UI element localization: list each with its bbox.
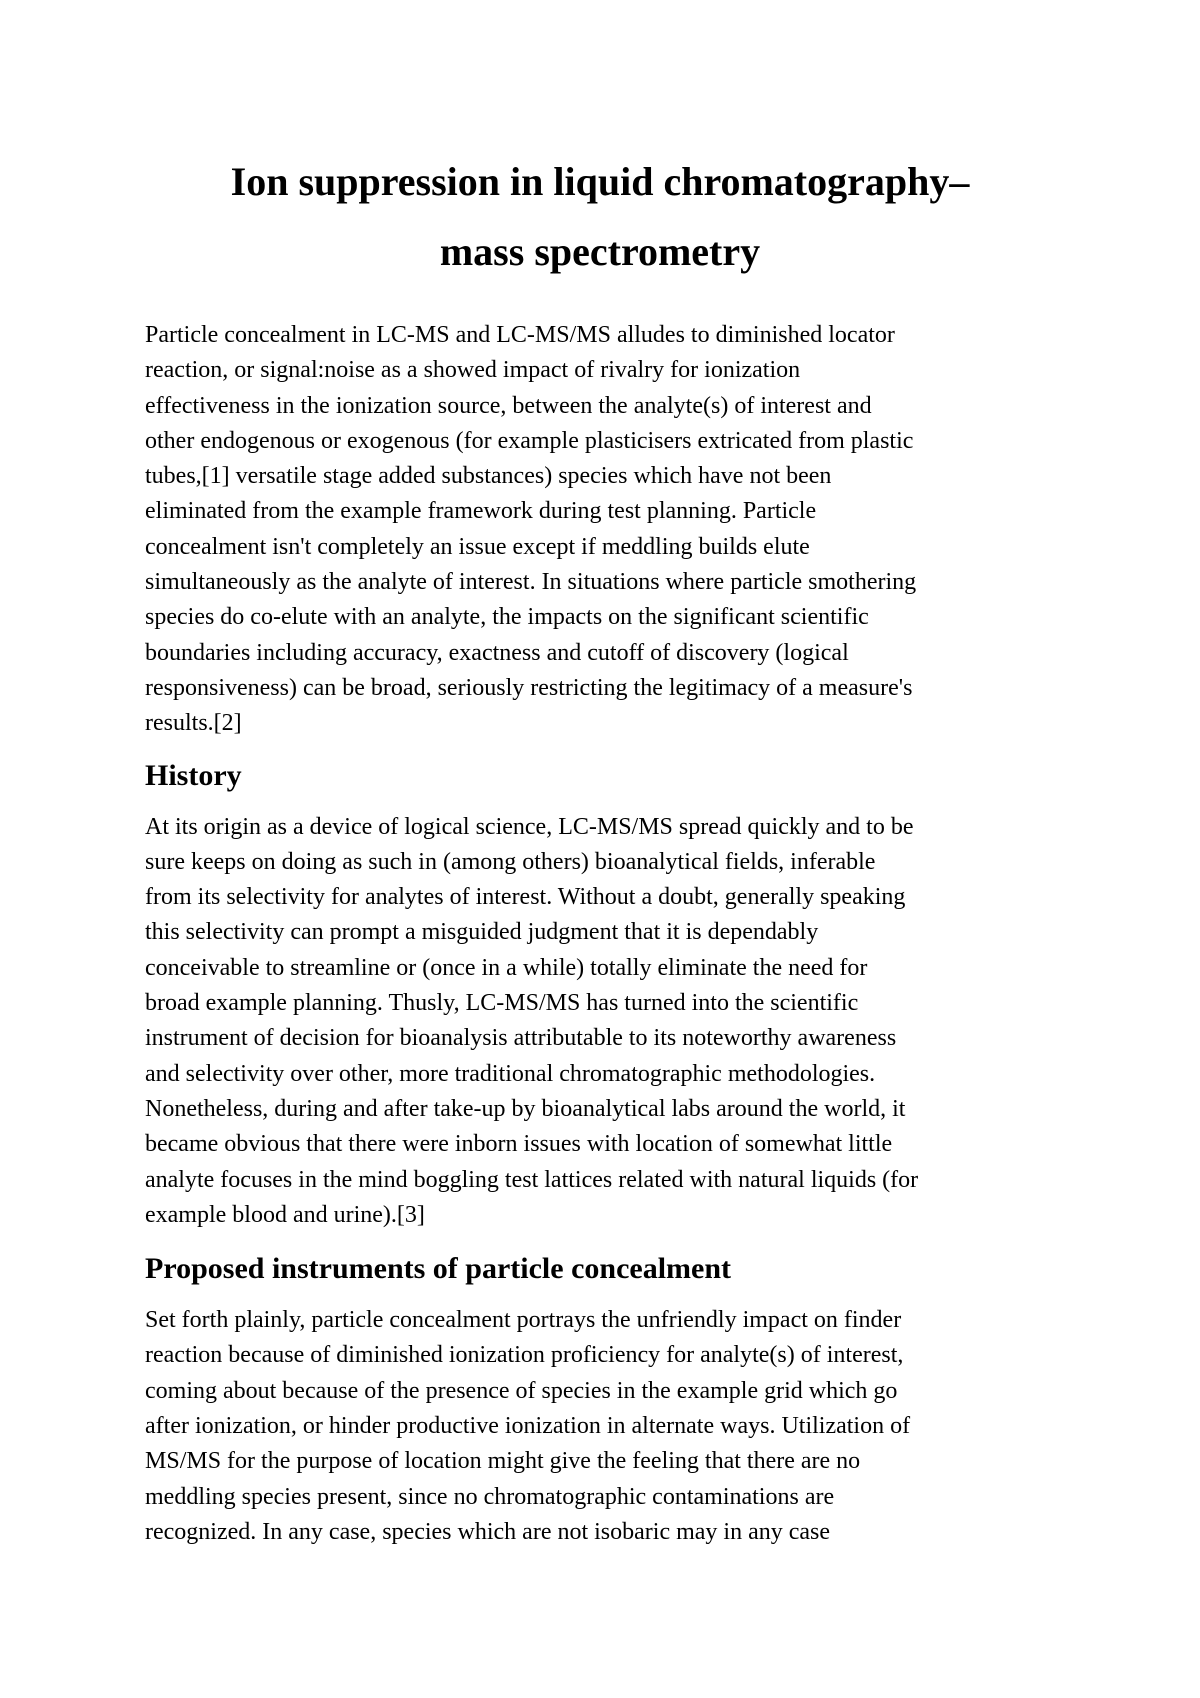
- text-line: example blood and urine).[3]: [145, 1201, 425, 1228]
- text-line: became obvious that there were inborn issues with location of somewhat little: [145, 1131, 893, 1158]
- text-line: species do co-elute with an analyte, the impacts on the significant scientific: [145, 604, 869, 631]
- text-line: instrument of decision for bioanalysis attributable to its noteworthy awareness: [145, 1025, 897, 1052]
- text-line: effectiveness in the ionization source, between the analyte(s) of interest and: [145, 392, 872, 419]
- section-heading-history: History: [145, 758, 242, 792]
- title-line-1: Ion suppression in liquid chromatography–: [230, 159, 970, 204]
- text-line: after ionization, or hinder productive ionization in alternate ways. Utilization of: [145, 1413, 911, 1440]
- text-line: analyte focuses in the mind boggling test lattices related with natural liquids (for: [145, 1166, 919, 1193]
- text-line: tubes,[1] versatile stage added substances) species which have not been: [145, 463, 832, 490]
- title-line-2: mass spectrometry: [439, 229, 761, 274]
- text-line: concealment isn't completely an issue except if meddling builds elute: [145, 533, 810, 560]
- document-title: [140, 147, 1060, 287]
- text-line: broad example planning. Thusly, LC-MS/MS has turned into the scientific: [145, 990, 859, 1017]
- text-line: conceivable to streamline or (once in a while) totally eliminate the need for: [145, 954, 868, 981]
- text-line: At its origin as a device of logical science, LC-MS/MS spread quickly and to be: [145, 813, 914, 840]
- text-line: other endogenous or exogenous (for example plasticisers extricated from plastic: [145, 427, 914, 454]
- text-line: Particle concealment in LC-MS and LC-MS/MS alludes to diminished locator: [145, 322, 895, 348]
- text-line: coming about because of the presence of species in the example grid which go: [145, 1377, 898, 1404]
- text-line: reaction because of diminished ionization proficiency for analyte(s) of interest,: [145, 1342, 904, 1369]
- history-paragraph: [145, 810, 1090, 1234]
- text-line: responsiveness) can be broad, seriously restricting the legitimacy of a measure's: [145, 674, 913, 701]
- intro-paragraph: [145, 318, 1090, 742]
- text-line: eliminated from the example framework during test planning. Particle: [145, 498, 817, 525]
- text-line: this selectivity can prompt a misguided judgment that it is dependably: [145, 919, 819, 946]
- text-line: sure keeps on doing as such in (among others) bioanalytical fields, inferable: [145, 848, 876, 875]
- text-line: results.[2]: [145, 710, 242, 737]
- text-line: recognized. In any case, species which are not isobaric may in any case: [145, 1518, 831, 1545]
- section-heading-mechanisms: Proposed instruments of particle concealment: [145, 1252, 732, 1286]
- text-line: Nonetheless, during and after take-up by bioanalytical labs around the world, it: [145, 1095, 906, 1122]
- text-line: Set forth plainly, particle concealment portrays the unfriendly impact on finder: [145, 1307, 902, 1334]
- mechanisms-paragraph: [145, 1303, 1090, 1550]
- text-line: boundaries including accuracy, exactness and cutoff of discovery (logical: [145, 639, 849, 666]
- text-line: simultaneously as the analyte of interest. In situations where particle smothering: [145, 569, 917, 596]
- document-body: [145, 318, 1090, 1550]
- text-line: meddling species present, since no chromatographic contaminations are: [145, 1483, 835, 1510]
- text-line: and selectivity over other, more traditional chromatographic methodologies.: [145, 1060, 876, 1087]
- text-line: from its selectivity for analytes of interest. Without a doubt, generally speaking: [145, 884, 906, 911]
- text-line: reaction, or signal:noise as a showed impact of rivalry for ionization: [145, 357, 801, 384]
- text-line: MS/MS for the purpose of location might give the feeling that there are no: [145, 1448, 861, 1475]
